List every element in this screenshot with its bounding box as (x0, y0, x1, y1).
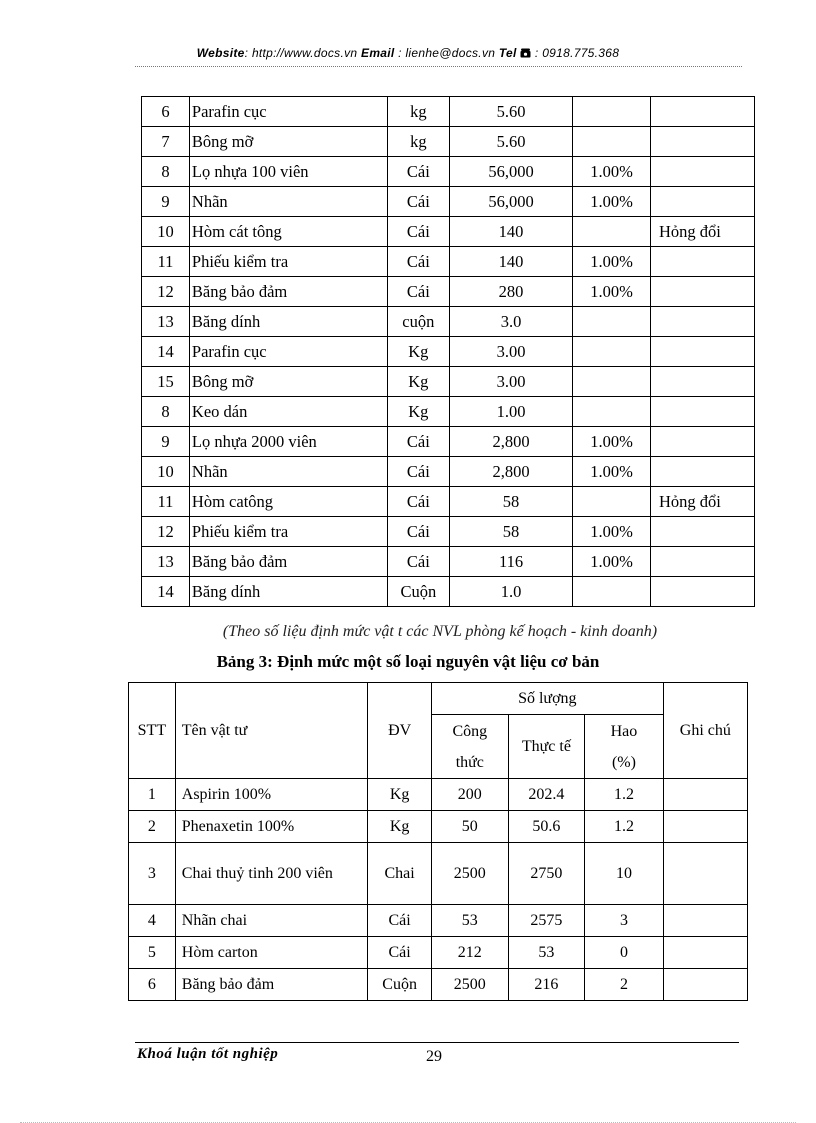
cell-name (175, 843, 368, 905)
cell-actual: 202.4 (508, 779, 584, 811)
cell-loss: 1.00% (573, 157, 651, 187)
cell-loss (573, 97, 651, 127)
cell-actual: 216 (508, 969, 584, 1001)
cell-unit: Kg (368, 779, 432, 811)
cell-note (651, 97, 755, 127)
cell-note (651, 307, 755, 337)
cell-formula: 2500 (431, 969, 508, 1001)
cell-loss: 1.2 (585, 779, 664, 811)
cell-name: Lọ nhựa 100 viên (189, 157, 387, 187)
cell-note: Hỏng đổi (651, 487, 755, 517)
cell-name-text: Chai thuỷ tinh 200 viên (181, 865, 333, 882)
cell-name: Keo dán (189, 397, 387, 427)
cell-loss: 1.00% (573, 547, 651, 577)
cell-loss: 1.00% (573, 427, 651, 457)
cell-name: Parafin cục (189, 337, 387, 367)
source-note: (Theo số liệu định mức vật t các NVL phòng kế hoạch - kinh doanh) (222, 623, 658, 640)
cell-stt: 15 (142, 367, 190, 397)
cell-unit: Cái (387, 187, 449, 217)
table-row (129, 779, 748, 811)
phone-icon (520, 48, 531, 58)
cell-stt: 6 (129, 969, 176, 1001)
cell-note (663, 843, 747, 905)
cell-quantity: 5.60 (449, 127, 572, 157)
cell-note (651, 247, 755, 277)
cell-note (651, 367, 755, 397)
table-row (142, 397, 755, 427)
header-row (129, 683, 748, 715)
cell-note (663, 811, 747, 843)
cell-quantity: 56,000 (449, 187, 572, 217)
table-row (129, 905, 748, 937)
cell-name: Bông mỡ (189, 127, 387, 157)
cell-unit: Cái (387, 487, 449, 517)
cell-stt: 7 (142, 127, 190, 157)
cell-name: Hòm carton (175, 937, 368, 969)
cell-unit: Kg (368, 811, 432, 843)
header-note: Ghi chú (663, 683, 747, 779)
cell-loss (573, 367, 651, 397)
table-title: Bảng 3: Định mức một số loại nguyên vật liệu cơ bản (216, 652, 600, 671)
table-row (142, 517, 755, 547)
cell-unit: Cái (387, 457, 449, 487)
cell-name: Nhãn (189, 187, 387, 217)
header-divider (135, 66, 742, 67)
table-row (142, 127, 755, 157)
cell-stt: 2 (129, 811, 176, 843)
cell-quantity: 58 (449, 517, 572, 547)
cell-quantity: 3.00 (449, 367, 572, 397)
cell-loss (573, 337, 651, 367)
cell-quantity: 2,800 (449, 457, 572, 487)
material-norm-table-continued (141, 96, 755, 607)
cell-stt: 4 (129, 905, 176, 937)
table-row (142, 457, 755, 487)
cell-loss: 1.00% (573, 277, 651, 307)
cell-note (663, 779, 747, 811)
cell-stt: 9 (142, 427, 190, 457)
table-row (142, 97, 755, 127)
cell-loss: 2 (585, 969, 664, 1001)
cell-name: Phiếu kiểm tra (189, 247, 387, 277)
footer-divider (135, 1042, 739, 1043)
cell-actual: 2750 (508, 843, 584, 905)
cell-quantity: 56,000 (449, 157, 572, 187)
cell-name: Parafin cục (189, 97, 387, 127)
page-header (0, 46, 816, 60)
cell-unit: Cái (368, 905, 432, 937)
cell-stt: 11 (142, 487, 190, 517)
cell-unit: Cái (387, 247, 449, 277)
cell-name: Phenaxetin 100% (175, 811, 368, 843)
cell-name: Băng bảo đảm (189, 277, 387, 307)
table-row (142, 307, 755, 337)
cell-name: Băng bảo đảm (175, 969, 368, 1001)
table-row (142, 427, 755, 457)
header-loss-text: Hao (%) (610, 722, 638, 771)
cell-loss (573, 577, 651, 607)
cell-note (663, 937, 747, 969)
email-label: Email (361, 46, 395, 60)
table-row (142, 337, 755, 367)
cell-formula: 2500 (431, 843, 508, 905)
cell-stt: 3 (129, 843, 176, 905)
table-row (129, 811, 748, 843)
website-url: : http://www.docs.vn (244, 46, 362, 60)
tel-number: : 0918.775.368 (531, 46, 620, 60)
cell-quantity: 140 (449, 247, 572, 277)
cell-formula: 53 (431, 905, 508, 937)
cell-name: Lọ nhựa 2000 viên (189, 427, 387, 457)
cell-note (663, 905, 747, 937)
cell-quantity: 5.60 (449, 97, 572, 127)
cell-note (651, 397, 755, 427)
cell-note (651, 157, 755, 187)
cell-quantity: 116 (449, 547, 572, 577)
footer-thesis-label: Khoá luận tốt nghiệp (137, 1046, 279, 1062)
cell-stt: 11 (142, 247, 190, 277)
cell-formula: 212 (431, 937, 508, 969)
cell-note (651, 427, 755, 457)
header-quantity-group: Số lượng (431, 683, 663, 715)
cell-unit: Cái (387, 517, 449, 547)
website-label: Website (196, 46, 245, 60)
table-row (129, 969, 748, 1001)
cell-stt: 13 (142, 307, 190, 337)
cell-note (651, 337, 755, 367)
cell-name: Bông mỡ (189, 367, 387, 397)
cell-name: Băng dính (189, 577, 387, 607)
cell-unit: Cái (387, 547, 449, 577)
page-number: 29 (426, 1048, 442, 1065)
cell-quantity: 1.00 (449, 397, 572, 427)
cell-unit: Cái (387, 157, 449, 187)
cell-formula: 50 (431, 811, 508, 843)
header-loss (585, 715, 664, 779)
cell-stt: 9 (142, 187, 190, 217)
cell-name: Phiếu kiểm tra (189, 517, 387, 547)
cell-loss: 1.00% (573, 457, 651, 487)
cell-stt: 14 (142, 337, 190, 367)
cell-name: Hòm catông (189, 487, 387, 517)
table2-header (129, 683, 748, 779)
cell-note (651, 547, 755, 577)
cell-quantity: 58 (449, 487, 572, 517)
cell-note (651, 187, 755, 217)
cell-unit: Cái (387, 217, 449, 247)
cell-note (651, 127, 755, 157)
cell-stt: 13 (142, 547, 190, 577)
cell-stt: 10 (142, 457, 190, 487)
cell-stt: 12 (142, 277, 190, 307)
cell-loss (573, 397, 651, 427)
table-row (142, 157, 755, 187)
cell-note: Hỏng đổi (651, 217, 755, 247)
cell-formula: 200 (431, 779, 508, 811)
cell-name: Aspirin 100% (175, 779, 368, 811)
cell-note (651, 277, 755, 307)
cell-unit: Kg (387, 397, 449, 427)
cell-quantity: 1.0 (449, 577, 572, 607)
cell-loss: 0 (585, 937, 664, 969)
cell-stt: 8 (142, 397, 190, 427)
cell-name: Băng dính (189, 307, 387, 337)
header-formula-text: Công thức (452, 722, 488, 771)
cell-actual: 2575 (508, 905, 584, 937)
cell-loss (573, 487, 651, 517)
table-row (129, 843, 748, 905)
cell-name: Băng bảo đảm (189, 547, 387, 577)
header-name: Tên vật tư (175, 683, 368, 779)
header-formula (431, 715, 508, 779)
cell-loss: 1.2 (585, 811, 664, 843)
cell-stt: 5 (129, 937, 176, 969)
cell-stt: 14 (142, 577, 190, 607)
cell-unit: Cái (368, 937, 432, 969)
table-row (142, 277, 755, 307)
cell-loss: 1.00% (573, 517, 651, 547)
cell-unit: kg (387, 97, 449, 127)
table2-body (129, 779, 748, 1001)
cell-stt: 10 (142, 217, 190, 247)
cell-stt: 1 (129, 779, 176, 811)
cell-unit: cuộn (387, 307, 449, 337)
cell-unit: Cuộn (387, 577, 449, 607)
cell-quantity: 3.0 (449, 307, 572, 337)
table-row (142, 217, 755, 247)
cell-quantity: 140 (449, 217, 572, 247)
table-row (142, 577, 755, 607)
cell-loss: 10 (585, 843, 664, 905)
cell-unit: Cuộn (368, 969, 432, 1001)
cell-unit: Cái (387, 427, 449, 457)
cell-stt: 12 (142, 517, 190, 547)
cell-note (663, 969, 747, 1001)
tel-label: Tel (498, 46, 517, 60)
cell-unit: kg (387, 127, 449, 157)
cell-stt: 8 (142, 157, 190, 187)
cell-unit: Cái (387, 277, 449, 307)
cell-loss: 3 (585, 905, 664, 937)
cell-loss (573, 127, 651, 157)
basic-material-norm-table (128, 682, 748, 1001)
cell-actual: 53 (508, 937, 584, 969)
cell-note (651, 457, 755, 487)
cell-actual: 50.6 (508, 811, 584, 843)
cell-note (651, 517, 755, 547)
cell-unit: Chai (368, 843, 432, 905)
header-actual: Thực tế (508, 715, 584, 779)
cell-quantity: 280 (449, 277, 572, 307)
table-row (142, 367, 755, 397)
cell-quantity: 2,800 (449, 427, 572, 457)
email-address: : lienhe@docs.vn (394, 46, 499, 60)
cell-stt: 6 (142, 97, 190, 127)
header-stt: STT (129, 683, 176, 779)
table-row (142, 487, 755, 517)
cell-loss (573, 217, 651, 247)
cell-note (651, 577, 755, 607)
table-row (129, 937, 748, 969)
cell-loss: 1.00% (573, 187, 651, 217)
cell-quantity: 3.00 (449, 337, 572, 367)
header-unit: ĐV (368, 683, 432, 779)
cell-name: Nhãn (189, 457, 387, 487)
table-row (142, 547, 755, 577)
cell-name: Nhãn chai (175, 905, 368, 937)
cell-name: Hòm cát tông (189, 217, 387, 247)
table-row (142, 187, 755, 217)
cell-loss (573, 307, 651, 337)
table-row (142, 247, 755, 277)
cell-loss: 1.00% (573, 247, 651, 277)
cell-unit: Kg (387, 367, 449, 397)
cell-unit: Kg (387, 337, 449, 367)
table1-body (142, 97, 755, 607)
